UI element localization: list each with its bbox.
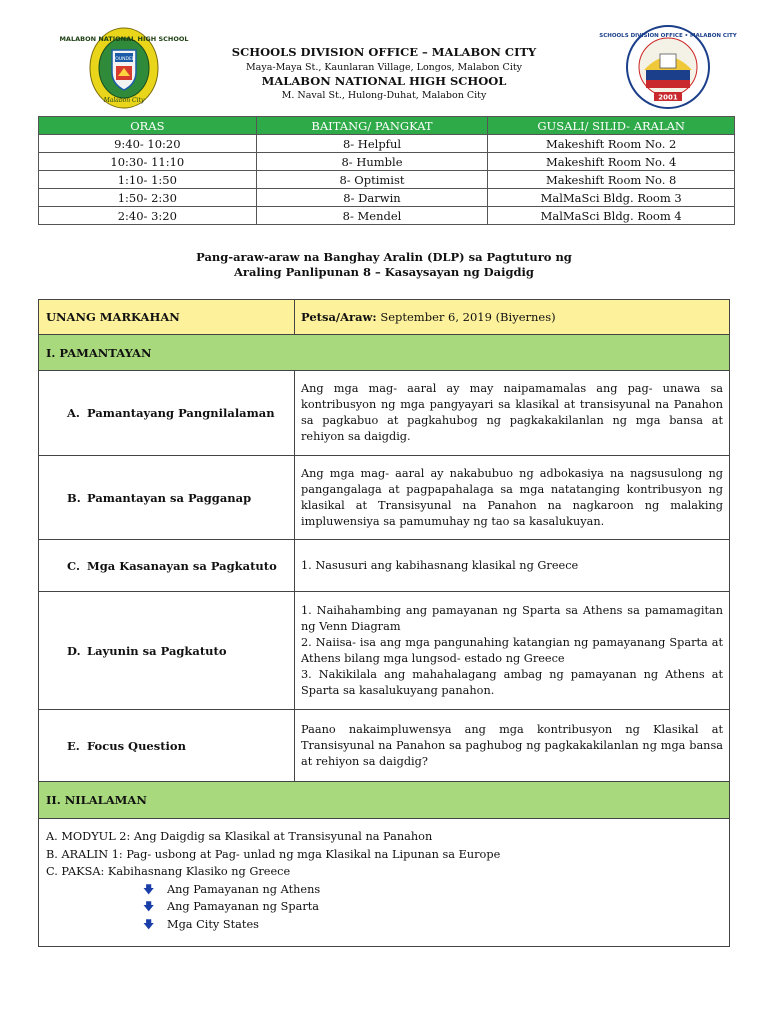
subtopic-text: Ang Pamayanan ng Athens [167,882,321,896]
plan-row-c [39,540,729,592]
item-text: Ang mga mag- aaral ay may naipamamalas ang pag- unawa sa kontribusyon ng mga pangyayari sa klasikal at transisyunal na Panahon sa pagkabuo at pagkahubog ng pagkakakilanlan ng mga bansa at rehiyon sa daigdig. [301,382,723,443]
subtopic-text: Ang Pamayanan ng Sparta [167,900,320,913]
arrow-down-icon: 🡇 [143,882,155,896]
svg-text:Malabon City: Malabon City [103,97,145,104]
objective-item: 3. Nakikilala ang mahahalagang ambag ng pamayanan ng Athens at Sparta sa kasalukuyang panahon. [301,667,723,697]
schedule-row [39,207,735,225]
section-nilalaman [39,782,729,819]
schedule-time: 2:40- 3:20 [39,207,257,225]
date-value: September 6, 2019 (Biyernes) [380,310,556,324]
item-letter: E. [67,738,80,753]
subtopic-item [46,881,500,899]
schedule-table [38,116,735,225]
svg-text:2001: 2001 [658,93,678,102]
schedule-row [39,135,735,153]
paksa-line: C. PAKSA: Kabihasnang Klasiko ng Greece [46,865,291,878]
subtopic-text: Mga City States [167,917,259,931]
plan-row-a [39,371,729,456]
arrow-down-icon: 🡇 [143,900,155,913]
schedule-room: MalMaSci Bldg. Room 4 [488,207,735,225]
item-text: Ang mga mag- aaral ay nakabubuo ng adbokasiya na nagsusulong ng pangangalaga at pagpapahalaga sa mga natatanging kontribusyon ng klasikal at Transisyunal na Panahon na nagkaroon ng malaking impluwensiya sa pamumuhay ng tao sa kasalukuyan. [301,466,723,528]
schedule-header-baitang: BAITANG/ PANGKAT [256,117,488,135]
item-letter: D. [67,643,81,658]
date-cell [295,300,729,334]
schedule-room: Makeshift Room No. 8 [488,171,735,189]
schedule-room: Makeshift Room No. 4 [488,153,735,171]
schedule-row [39,153,735,171]
schedule-section: 8- Helpful [256,135,488,153]
section-pamantayan [39,335,729,371]
plan-row-b [39,456,729,540]
plan-label-cell [39,592,295,709]
schedule-time: 1:10- 1:50 [39,171,257,189]
subtopic-item [46,916,500,934]
svg-text:SCHOOLS DIVISION OFFICE • MALA: SCHOOLS DIVISION OFFICE • MALABON CITY [599,33,737,39]
nilalaman-content [39,819,729,946]
objective-item: 2. Naiisa- isa ang mga pangunahing katangian ng pamayanang Sparta at Athens bilang mga lungsod- estado ng Greece [301,635,723,665]
plan-label-cell [39,456,295,539]
section-title: I. PAMANTAYAN [46,345,152,360]
plan-content-cell [295,371,729,455]
date-label: Petsa/Araw: [301,310,377,324]
quarter-row [39,300,729,335]
schedule-section: 8- Humble [256,153,488,171]
plan-content-cell [295,710,729,781]
division-office-address: Maya-Maya St., Kaunlaran Village, Longos, Malabon City [245,62,523,73]
aralin-line: B. ARALIN 1: Pag- usbong at Pag- unlad ng mga Klasikal na Lipunan sa Europe [46,847,501,861]
school-name: MALABON NATIONAL HIGH SCHOOL [261,74,507,88]
division-office-name: SCHOOLS DIVISION OFFICE – MALABON CITY [231,45,537,59]
schedule-section: 8- Mendel [256,207,488,225]
lesson-plan-table [38,299,730,947]
item-text: 1. Nasusuri ang kabihasnang klasikal ng Greece [301,558,579,572]
plan-content-cell [295,592,729,709]
school-address: M. Naval St., Hulong-Duhat, Malabon City [281,90,487,101]
schedule-header-gusali: GUSALI/ SILID- ARALAN [488,117,735,135]
item-letter: C. [67,558,80,573]
item-text: Paano nakaimpluwensya ang mga kontribusyon ng Klasikal at Transisyunal na Panahon sa paghubog ng pagkakakilanlan ng mga bansa at rehiyon sa daigdig? [301,722,723,768]
school-logo [59,24,189,110]
section-title: II. NILALAMAN [46,793,147,807]
item-label: Pamantayan sa Pagganap [87,490,252,505]
schedule-header-oras: ORAS [39,117,257,135]
subtopic-item [46,898,500,916]
svg-text:MALABON NATIONAL HIGH SCHOOL: MALABON NATIONAL HIGH SCHOOL [59,35,189,43]
schedule-room: MalMaSci Bldg. Room 3 [488,189,735,207]
plan-label-cell [39,540,295,591]
schedule-row [39,171,735,189]
plan-row-e [39,710,729,782]
objective-item: 1. Naihahambing ang pamayanan ng Sparta sa Athens sa pamamagitan ng Venn Diagram [301,603,723,633]
schedule-time: 1:50- 2:30 [39,189,257,207]
item-label: Focus Question [87,738,186,753]
schedule-time: 9:40- 10:20 [39,135,257,153]
plan-content-cell [295,540,729,591]
plan-label-cell [39,710,295,781]
quarter-label: UNANG MARKAHAN [46,310,180,324]
item-label: Pamantayang Pangnilalaman [87,406,275,420]
plan-label-cell [39,371,295,455]
item-label: Mga Kasanayan sa Pagkatuto [87,558,277,573]
arrow-down-icon: 🡇 [143,917,155,931]
schedule-time: 10:30- 11:10 [39,153,257,171]
schedule-row [39,189,735,207]
plan-row-d [39,592,729,710]
schedule-room: Makeshift Room No. 2 [488,135,735,153]
plan-title-line1: Pang-araw-araw na Banghay Aralin (DLP) sa Pagtuturo ng [196,250,572,264]
schedule-section: 8- Optimist [256,171,488,189]
schedule-header-row [39,117,735,135]
item-letter: A. [67,406,80,420]
division-seal [599,24,737,110]
svg-text:FOUNDED: FOUNDED [112,57,136,62]
plan-content-cell [295,456,729,539]
schedule-section: 8- Darwin [256,189,488,207]
item-label: Layunin sa Pagkatuto [87,643,227,658]
quarter-cell [39,300,295,334]
item-letter: B. [67,490,81,505]
modyul-line: A. MODYUL 2: Ang Daigdig sa Klasikal at Transisyunal na Panahon [46,830,433,843]
plan-title-line2: Araling Panlipunan 8 – Kasaysayan ng Daigdig [234,265,534,279]
